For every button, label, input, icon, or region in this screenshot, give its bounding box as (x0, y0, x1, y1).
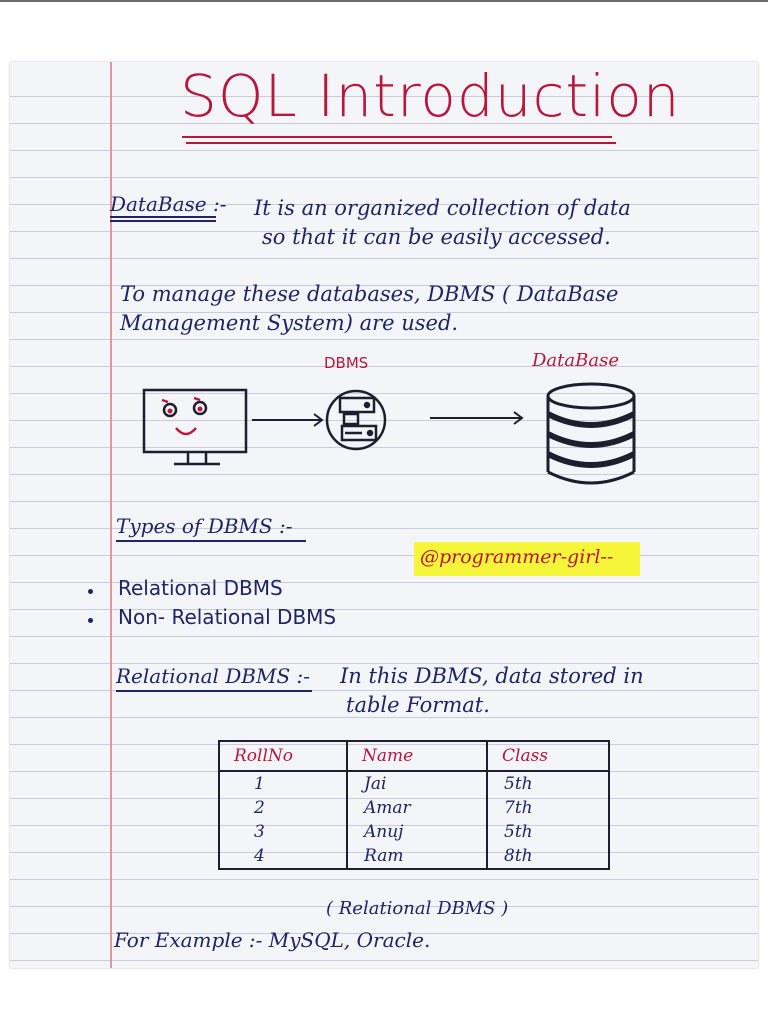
database-def-line1: It is an organized collection of data (254, 196, 631, 220)
table-cell: 5th (487, 820, 609, 844)
table-header-name: Name (347, 741, 487, 771)
table-cell: 1 (219, 771, 347, 796)
page-title: SQL Introduction (180, 62, 681, 130)
relational-term: Relational DBMS :- (116, 664, 311, 688)
table-row (219, 844, 609, 869)
dbms-intro-line1: To manage these databases, DBMS ( DataBase (120, 282, 619, 306)
top-border (0, 0, 768, 2)
table-row (219, 771, 609, 796)
dbms-label: DBMS (324, 354, 369, 372)
table-cell: Anuj (347, 820, 487, 844)
server-icon (327, 391, 385, 449)
table-header-rollno: RollNo (219, 741, 347, 771)
computer-icon (144, 390, 246, 464)
table-row (219, 796, 609, 820)
table-cell: 7th (487, 796, 609, 820)
table-cell: Jai (347, 771, 487, 796)
database-def-line2: so that it can be easily accessed. (262, 225, 611, 249)
database-cylinder-icon (548, 384, 634, 483)
dbms-intro-line2: Management System) are used. (120, 311, 459, 335)
example-line: For Example :- MySQL, Oracle. (114, 928, 431, 952)
database-label: DataBase (532, 350, 619, 371)
table-cell: 8th (487, 844, 609, 869)
types-item-non-relational: Non- Relational DBMS (118, 605, 337, 629)
arrow-right-icon (252, 414, 322, 426)
table-caption: ( Relational DBMS ) (326, 898, 509, 919)
table-cell: Ram (347, 844, 487, 869)
table-cell: Amar (347, 796, 487, 820)
table-header-row (219, 741, 609, 771)
table-row (219, 820, 609, 844)
types-heading: Types of DBMS :- (116, 514, 293, 538)
bullet-dot (88, 589, 93, 594)
arrow-right-icon (430, 412, 522, 424)
types-heading-underline (116, 540, 306, 542)
types-item-relational: Relational DBMS (118, 576, 283, 600)
relational-table (218, 740, 610, 870)
bullet-dot (88, 618, 93, 623)
table-cell: 2 (219, 796, 347, 820)
watermark-text: @programmer-girl-- (420, 546, 614, 568)
table-cell: 4 (219, 844, 347, 869)
relational-def-line2: table Format. (346, 693, 490, 717)
relational-term-underline (116, 690, 312, 692)
table-cell: 5th (487, 771, 609, 796)
notebook-page (10, 62, 758, 968)
database-term: DataBase :- (110, 192, 227, 216)
table-header-class: Class (487, 741, 609, 771)
table-cell: 3 (219, 820, 347, 844)
relational-def-line1: In this DBMS, data stored in (340, 664, 644, 688)
